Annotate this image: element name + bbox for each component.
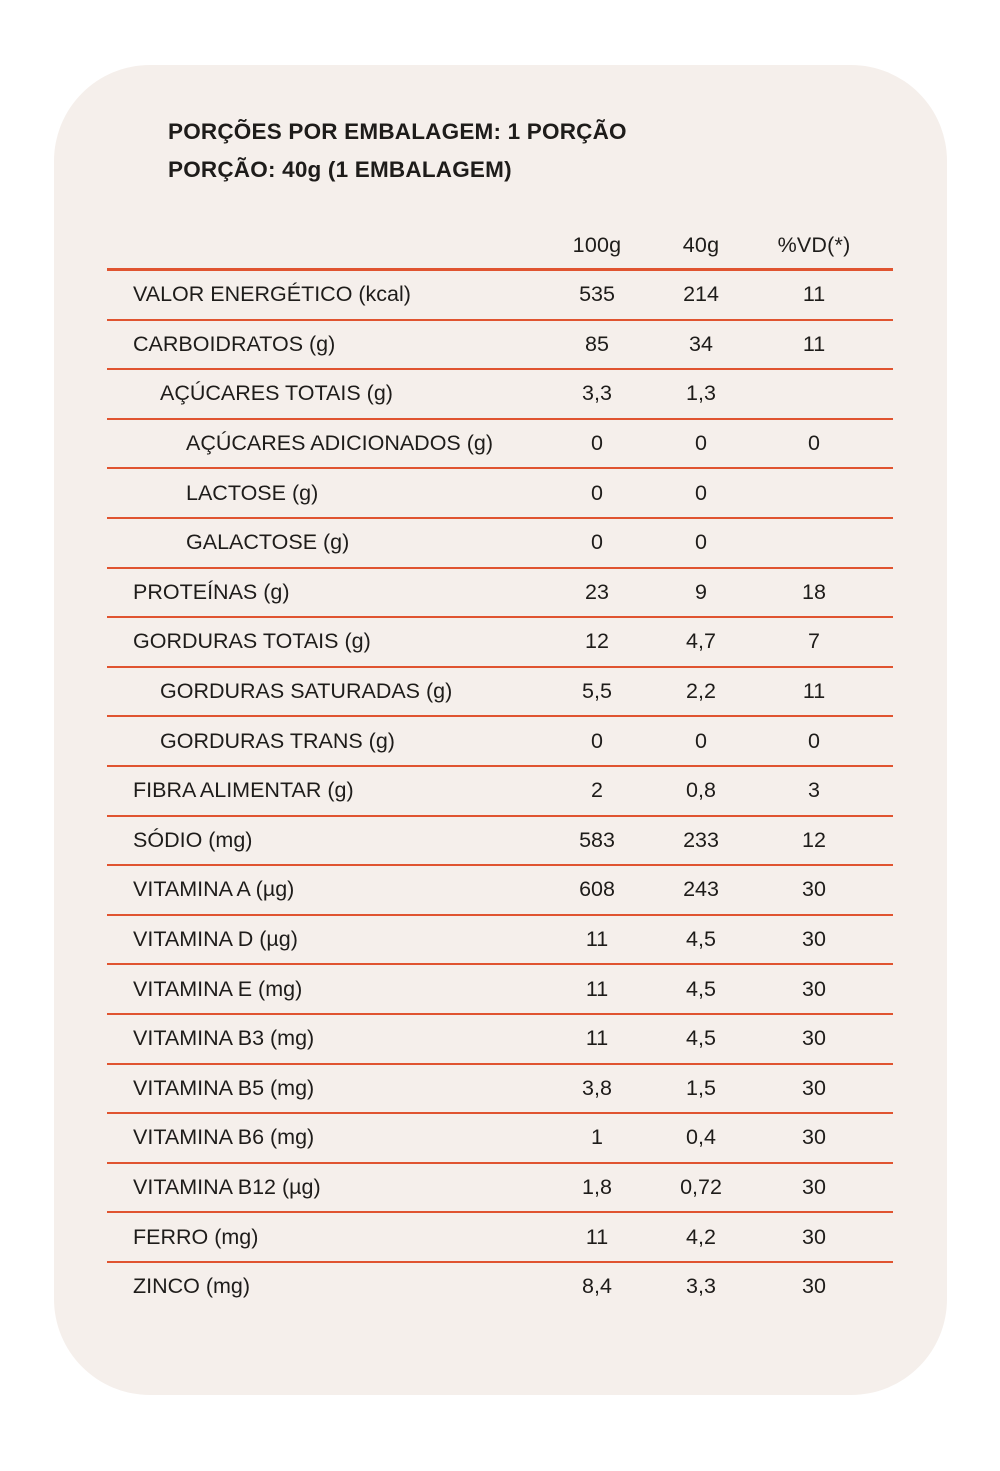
table-row bbox=[107, 767, 893, 817]
table-row bbox=[107, 519, 893, 569]
row-label: GALACTOSE (g) bbox=[186, 530, 350, 555]
value-40g: 0,8 bbox=[686, 778, 716, 803]
value-100g: 12 bbox=[585, 629, 609, 654]
value-vd: 30 bbox=[802, 976, 826, 1001]
row-label: GORDURAS TRANS (g) bbox=[160, 728, 395, 753]
row-label: VITAMINA B12 (µg) bbox=[133, 1174, 321, 1199]
table-row bbox=[107, 1213, 893, 1263]
value-40g: 1,5 bbox=[686, 1075, 716, 1100]
value-40g: 1,3 bbox=[686, 381, 716, 406]
table-row bbox=[107, 1164, 893, 1214]
nutrition-table bbox=[107, 222, 893, 1310]
value-40g: 3,3 bbox=[686, 1274, 716, 1299]
value-100g: 85 bbox=[585, 331, 609, 356]
table-row bbox=[107, 965, 893, 1015]
table-body bbox=[107, 271, 893, 1310]
value-vd: 30 bbox=[802, 1075, 826, 1100]
row-label: GORDURAS TOTAIS (g) bbox=[133, 629, 371, 654]
table-row bbox=[107, 370, 893, 420]
value-100g: 0 bbox=[591, 480, 603, 505]
table-row bbox=[107, 618, 893, 668]
row-label: ZINCO (mg) bbox=[133, 1274, 251, 1299]
nutrition-card bbox=[54, 65, 947, 1395]
value-100g: 23 bbox=[585, 579, 609, 604]
table-row bbox=[107, 469, 893, 519]
value-40g: 214 bbox=[683, 282, 719, 307]
row-label: AÇÚCARES ADICIONADOS (g) bbox=[186, 431, 494, 456]
table-row bbox=[107, 1065, 893, 1115]
value-100g: 8,4 bbox=[582, 1274, 612, 1299]
value-40g: 4,5 bbox=[686, 927, 716, 952]
table-row bbox=[107, 1114, 893, 1164]
row-label: VITAMINA B6 (mg) bbox=[133, 1125, 315, 1150]
value-40g: 2,2 bbox=[686, 679, 716, 704]
serving-size: PORÇÃO: 40g (1 EMBALAGEM) bbox=[168, 157, 512, 182]
column-header-vd: %VD(*) bbox=[777, 232, 851, 257]
value-100g: 1 bbox=[591, 1125, 603, 1150]
value-vd: 0 bbox=[808, 728, 820, 753]
value-40g: 4,5 bbox=[686, 1026, 716, 1051]
value-40g: 0 bbox=[695, 728, 707, 753]
value-100g: 608 bbox=[579, 877, 615, 902]
value-40g: 0,72 bbox=[680, 1174, 722, 1199]
table-row bbox=[107, 668, 893, 718]
value-40g: 34 bbox=[689, 331, 713, 356]
value-vd: 11 bbox=[802, 679, 826, 704]
value-vd: 30 bbox=[802, 1174, 826, 1199]
value-40g: 4,5 bbox=[686, 976, 716, 1001]
value-100g: 11 bbox=[585, 1224, 609, 1249]
value-100g: 0 bbox=[591, 530, 603, 555]
row-label: VITAMINA B5 (mg) bbox=[133, 1075, 315, 1100]
row-label: AÇÚCARES TOTAIS (g) bbox=[160, 381, 393, 406]
value-40g: 4,2 bbox=[686, 1224, 716, 1249]
value-vd: 12 bbox=[802, 827, 826, 852]
table-row bbox=[107, 717, 893, 767]
table-row bbox=[107, 1015, 893, 1065]
value-100g: 3,3 bbox=[582, 381, 612, 406]
value-100g: 2 bbox=[591, 778, 603, 803]
value-100g: 1,8 bbox=[582, 1174, 612, 1199]
value-100g: 0 bbox=[591, 728, 603, 753]
value-100g: 11 bbox=[585, 927, 609, 952]
value-100g: 0 bbox=[591, 431, 603, 456]
value-40g: 0 bbox=[695, 530, 707, 555]
table-row bbox=[107, 866, 893, 916]
value-40g: 9 bbox=[695, 579, 707, 604]
row-label: VITAMINA D (µg) bbox=[133, 927, 298, 952]
value-40g: 4,7 bbox=[686, 629, 716, 654]
value-vd: 30 bbox=[802, 927, 826, 952]
row-label: VITAMINA B3 (mg) bbox=[133, 1026, 315, 1051]
table-row bbox=[107, 321, 893, 371]
value-vd: 30 bbox=[802, 1224, 826, 1249]
row-label: FERRO (mg) bbox=[133, 1224, 259, 1249]
column-header-40g: 40g bbox=[682, 232, 720, 257]
value-vd: 18 bbox=[802, 579, 826, 604]
row-label: GORDURAS SATURADAS (g) bbox=[160, 679, 453, 704]
column-header-100g: 100g bbox=[572, 232, 622, 257]
value-100g: 3,8 bbox=[582, 1075, 612, 1100]
value-40g: 0,4 bbox=[686, 1125, 716, 1150]
value-40g: 0 bbox=[695, 480, 707, 505]
table-row bbox=[107, 1263, 893, 1311]
value-40g: 0 bbox=[695, 431, 707, 456]
value-vd: 30 bbox=[802, 1274, 826, 1299]
row-label: VALOR ENERGÉTICO (kcal) bbox=[133, 282, 411, 307]
table-header-row bbox=[107, 222, 893, 271]
value-100g: 11 bbox=[585, 976, 609, 1001]
value-vd: 3 bbox=[808, 778, 820, 803]
value-100g: 11 bbox=[585, 1026, 609, 1051]
value-vd: 11 bbox=[802, 331, 826, 356]
servings-header bbox=[168, 113, 895, 189]
value-100g: 583 bbox=[579, 827, 615, 852]
value-vd: 7 bbox=[808, 629, 820, 654]
row-label: FIBRA ALIMENTAR (g) bbox=[133, 778, 354, 803]
table-row bbox=[107, 817, 893, 867]
value-100g: 5,5 bbox=[582, 679, 612, 704]
row-label: LACTOSE (g) bbox=[186, 480, 319, 505]
table-row bbox=[107, 420, 893, 470]
value-vd: 0 bbox=[808, 431, 820, 456]
value-40g: 233 bbox=[683, 827, 719, 852]
value-vd: 30 bbox=[802, 877, 826, 902]
table-row bbox=[107, 916, 893, 966]
row-label: SÓDIO (mg) bbox=[133, 827, 253, 852]
row-label: PROTEÍNAS (g) bbox=[133, 579, 290, 604]
value-vd: 30 bbox=[802, 1026, 826, 1051]
value-vd: 11 bbox=[802, 282, 826, 307]
row-label: CARBOIDRATOS (g) bbox=[133, 331, 336, 356]
table-row bbox=[107, 271, 893, 321]
table-row bbox=[107, 569, 893, 619]
row-label: VITAMINA A (µg) bbox=[133, 877, 295, 902]
row-label: VITAMINA E (mg) bbox=[133, 976, 303, 1001]
servings-per-package: PORÇÕES POR EMBALAGEM: 1 PORÇÃO bbox=[168, 119, 627, 144]
value-vd: 30 bbox=[802, 1125, 826, 1150]
value-100g: 535 bbox=[579, 282, 615, 307]
value-40g: 243 bbox=[683, 877, 719, 902]
